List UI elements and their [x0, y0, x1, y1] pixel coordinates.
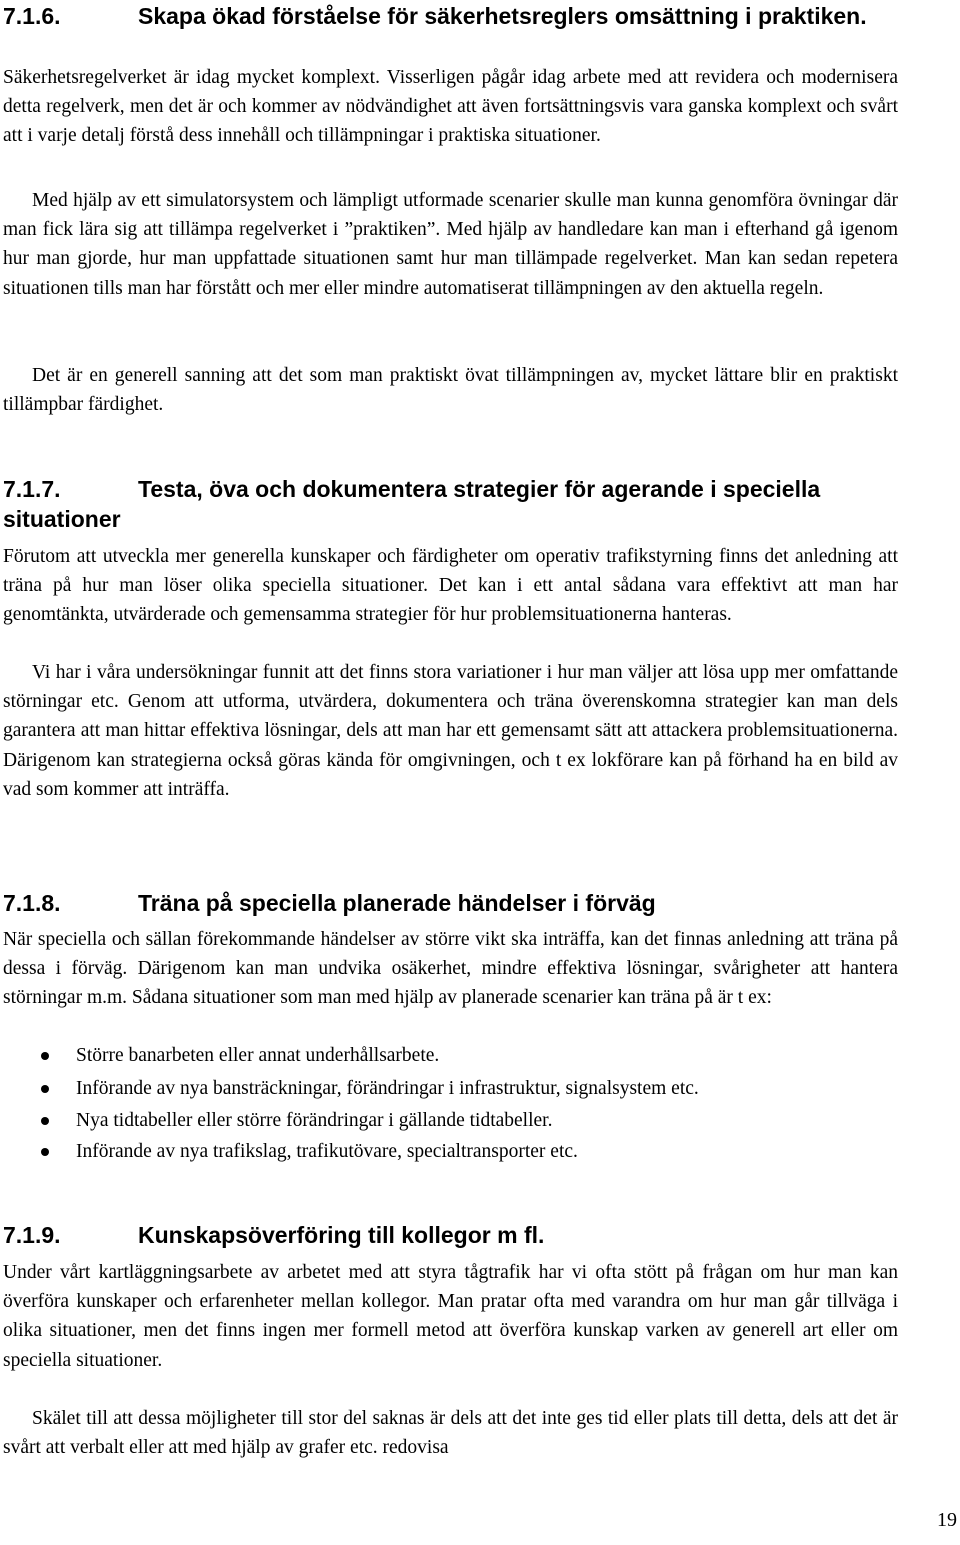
bullet-item	[76, 1041, 898, 1071]
paragraph: Med hjälp av ett simulatorsystem och lämpligt utformade scenarier skulle man kunna genomföra övningar där man fick lära sig att tillämpa regelverket i ”praktiken”. Med hjälp av handledare kan man i efterhand gå igenom hur man gjorde, hur man uppfattade situationen samt hur man tillämpade regelverket. Man kan sedan repetera situationen tills man har förstått och mer eller mindre automatiserat tillämpningen av den aktuella regeln.	[3, 190, 898, 299]
section-heading-7-1-9	[3, 1220, 903, 1250]
paragraph: Under vårt kartläggningsarbete av arbetet med att styra tågtrafik har vi ofta stött på frågan om hur man kan överföra kunskaper och erfarenheter mellan kollegor. Man pratar ofta med varandra om hur man går tillväga i olika situationer, men det finns ingen mer formell metod att överföra kunskap varken av generell art eller om speciella situationer.	[3, 1262, 898, 1371]
paragraph: Det är en generell sanning att det som man praktiskt övat tillämpningen av, mycket lättare blir en praktiskt tillämpbar färdighet.	[3, 365, 898, 416]
bullet-item	[76, 1106, 898, 1136]
section-title: Träna på speciella planerade händelser i förväg	[138, 890, 656, 916]
paragraph: Vi har i våra undersökningar funnit att det finns stora variationer i hur man väljer att lösa upp mer omfattande störningar etc. Genom att utforma, utvärdera, dokumentera och träna överenskomna strategier kan man dels garantera att man hittar effektiva lösningar, dels att man har ett gemensamt sätt att attackera problemsituationerna. Därigenom kan strategierna också göras kända för omgivningen, och t ex lokförare kan på förhand ha en bild av vad som kommer att inträffa.	[3, 662, 898, 800]
bullet-dot	[41, 1117, 49, 1125]
paragraph: Skälet till att dessa möjligheter till stor del saknas är dels att det inte ges tid eller plats till detta, dels att det är svårt att verbalt eller att med hjälp av grafer etc. redovisa	[3, 1408, 898, 1459]
bullet-text: Nya tidtabeller eller större förändringar i gällande tidtabeller.	[76, 1110, 553, 1131]
section-number: 7.1.8.	[3, 890, 61, 916]
bullet-text: Införande av nya trafikslag, trafikutövare, specialtransporter etc.	[76, 1141, 578, 1162]
section-number: 7.1.9.	[3, 1222, 61, 1248]
section-title: Kunskapsöverföring till kollegor m fl.	[138, 1222, 545, 1248]
bullet-dot	[41, 1148, 49, 1156]
section-heading-7-1-7	[3, 474, 903, 534]
bullet-item	[76, 1074, 898, 1104]
bullet-dot	[41, 1052, 49, 1060]
section-number: 7.1.6.	[3, 3, 61, 29]
page-number: 19	[937, 1509, 957, 1531]
bullet-text: Införande av nya bansträckningar, förändringar i infrastruktur, signalsystem etc.	[76, 1078, 699, 1099]
section-title: Testa, öva och dokumentera strategier för agerande i speciella situationer	[3, 476, 821, 532]
section-heading-7-1-6	[3, 1, 903, 31]
paragraph: Säkerhetsregelverket är idag mycket komplext. Visserligen pågår idag arbete med att revidera och modernisera detta regelverk, men det är och kommer av nödvändighet att även fortsättningsvis vara ganska komplext och svårt att i varje detalj förstå dess innehåll och tillämpningar i praktiska situationer.	[3, 67, 898, 147]
paragraph: Förutom att utveckla mer generella kunskaper och färdigheter om operativ trafikstyrning finns det anledning att träna på hur man löser olika speciella situationer. Det kan i ett antal sådana vara effektivt att man har genomtänkta, utvärderade och gemensamma strategier för hur problemsituationerna hanteras.	[3, 546, 898, 626]
bullet-item	[76, 1137, 898, 1167]
bullet-dot	[41, 1085, 49, 1093]
section-heading-7-1-8	[3, 888, 903, 918]
section-number: 7.1.7.	[3, 476, 61, 502]
paragraph: När speciella och sällan förekommande händelser av större vikt ska inträffa, kan det finnas anledning att träna på dessa i förväg. Därigenom kan man undvika osäkerhet, mindre effektiva lösningar, svårigheter att hantera störningar m.m. Sådana situationer som man med hjälp av planerade scenarier kan träna på är t ex:	[3, 929, 898, 1009]
section-title: Skapa ökad förståelse för säkerhetsreglers omsättning i praktiken.	[138, 3, 867, 29]
bullet-text: Större banarbeten eller annat underhållsarbete.	[76, 1045, 440, 1066]
